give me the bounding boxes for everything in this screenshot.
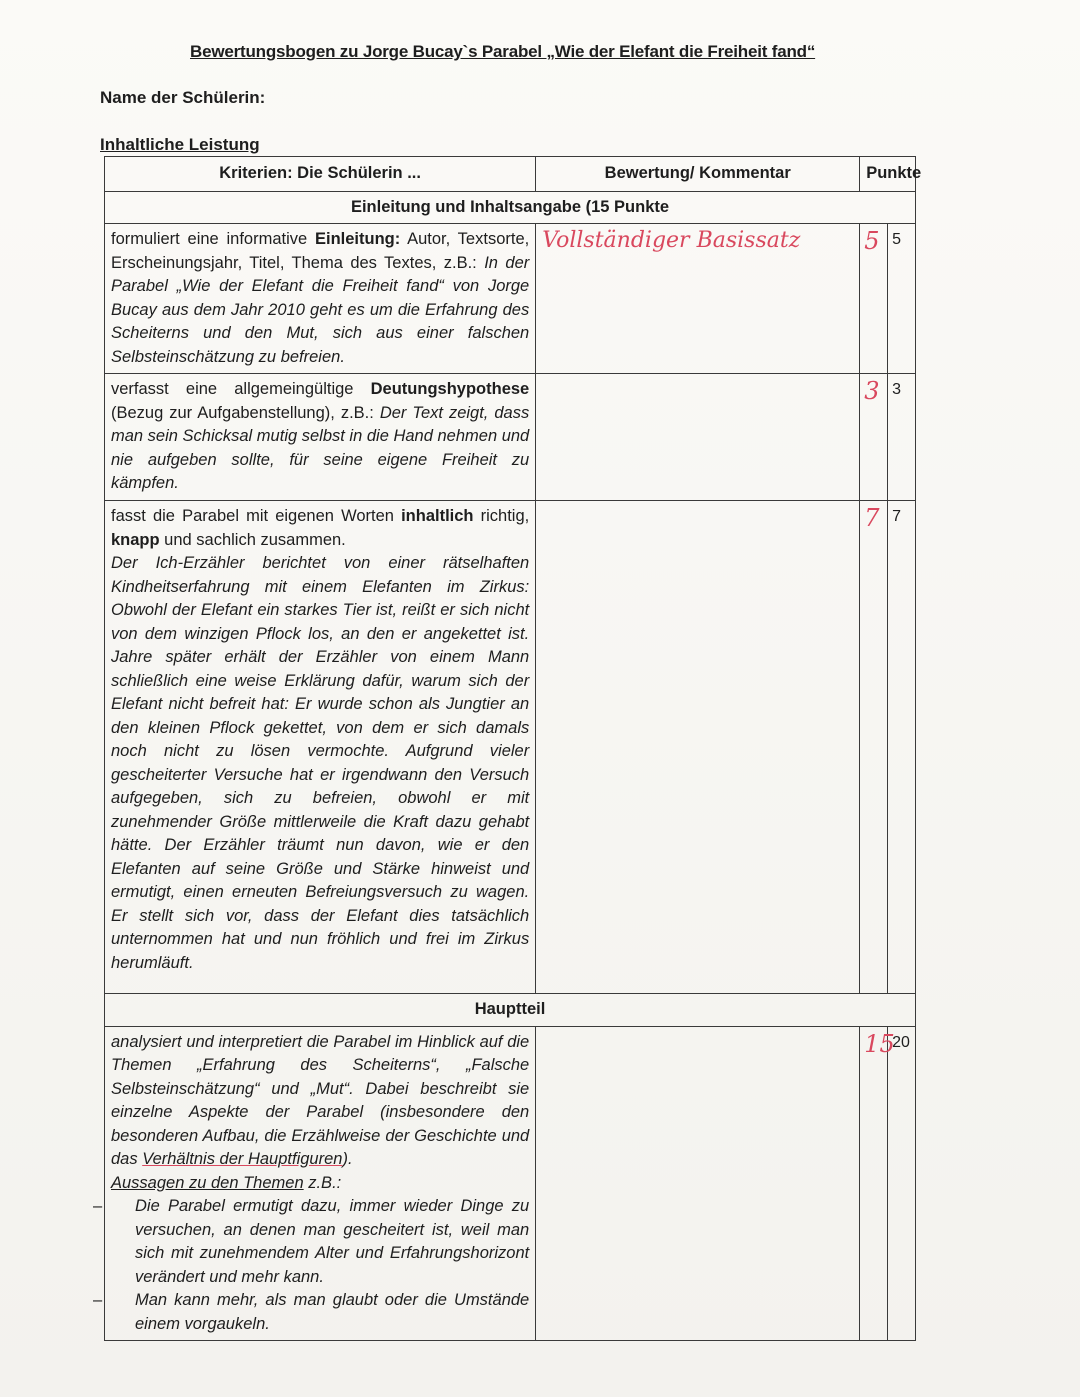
- comment-cell: [536, 1026, 860, 1341]
- comment-cell: [536, 374, 860, 501]
- section-heading-row: [105, 191, 916, 224]
- student-name-label: Name der Schülerin:: [100, 88, 266, 107]
- underlined-phrase: Verhältnis der Hauptfiguren: [142, 1150, 343, 1168]
- table-row: [105, 224, 916, 374]
- criterion-cell: verfasst eine allgemeingültige Deutungshypothese (Bezug zur Aufgabenstellung), z.B.: Der Text zeigt, dass man sein Schicksal mutig selbst in die Hand nehmen und nie aufgeben sollte, für seine eigene Freiheit zu kämpfen.: [105, 374, 536, 501]
- section-heading: Einleitung und Inhaltsangabe (15 Punkte: [105, 191, 916, 224]
- table-row: [105, 1026, 916, 1341]
- statement-list: [111, 1195, 529, 1336]
- awarded-points: 5: [860, 224, 888, 374]
- max-points: 3: [888, 374, 916, 501]
- section-label: Inhaltliche Leistung: [100, 135, 260, 154]
- section-heading: Hauptteil: [105, 994, 916, 1027]
- max-points: 5: [888, 224, 916, 374]
- handwritten-comment: Vollständiger Basissatz: [542, 228, 801, 253]
- criterion-cell: formuliert eine informative Einleitung: Autor, Textsorte, Erscheinungsjahr, Titel, Thema des Textes, z.B.: In der Parabel „Wie der Elefant die Freiheit fand“ von Jorge Bucay aus dem Jahr 2010 geht es um die Erfahrung des Scheiterns und den Mut, sich aus einer falschen Selbsteinschätzung zu befreien.: [105, 224, 536, 374]
- points-header: Punkte: [860, 157, 916, 192]
- table-header-row: [105, 157, 916, 192]
- table-row: [105, 374, 916, 501]
- awarded-points: 15: [860, 1026, 888, 1341]
- awarded-points: 7: [860, 501, 888, 994]
- section-heading-row: [105, 994, 916, 1027]
- criterion-cell: analysiert und interpretiert die Parabel im Hinblick auf die Themen „Erfahrung des Scheiterns“, „Falsche Selbsteinschätzung“ und „Mut“. Dabei beschreibt sie einzelne Aspekte der Parabel (insbesondere den besonderen Aufbau, die Erzählweise der Geschichte und das Verhältnis der Hauptfiguren). Aussagen zu den Themen z.B.: – Die Parabel ermutigt dazu, immer wieder Dinge zu versuchen, an denen man gescheitert ist, weil man sich mit zunehmendem Alter und Erfahrungshorizont verändert und mehr kann. – Man kann mehr, als man glaubt oder die Umstände einem vorgaukeln.: [105, 1026, 536, 1341]
- comment-cell: [536, 501, 860, 994]
- max-points: 7: [888, 501, 916, 994]
- aussagen-label: Aussagen zu den Themen: [111, 1173, 304, 1192]
- awarded-points: 3: [860, 374, 888, 501]
- table-row: [105, 501, 916, 994]
- comment-cell: [536, 224, 860, 374]
- criterion-cell: fasst die Parabel mit eigenen Worten inhaltlich richtig, knapp und sachlich zusammen. Der Ich-Erzähler berichtet von einer rätselhaften Kindheitserfahrung mit einem Elefanten im Zirkus: Obwohl der Elefant ein starkes Tier ist, reißt er sich nicht von dem winzigen Pflock los, an den er angekettet ist. Jahre später erhält der Erzähler von einem Mann schließlich eine weise Erklärung dafür, warum sich der Elefant nicht befreit hat: Er wurde schon als Jungtier an den kleinen Pflock gekettet, von dem er sich damals noch nicht zu lösen vermochte. Aufgrund vieler gescheiterter Versuche hat er irgendwann den Versuch aufgegeben, sich zu befreien, obwohl er mit zunehmender Größe mittlerweile die Kraft dazu gehabt hätte. Der Erzähler träumt nun davon, wie er den Elefanten auf seine Größe und Stärke hinweist und ermutigt, einen erneuten Befreiungsversuch zu wagen. Er stellt sich vor, dass der Elefant dies tatsächlich unternommen hat und nun fröhlich und frei im Zirkus herumläuft.: [105, 501, 536, 994]
- comment-header: Bewertung/ Kommentar: [536, 157, 860, 192]
- list-item: – Man kann mehr, als man glaubt oder die Umstände einem vorgaukeln.: [111, 1289, 529, 1336]
- criteria-header: Kriterien: Die Schülerin ...: [105, 157, 536, 192]
- page-title: Bewertungsbogen zu Jorge Bucay`s Parabel „Wie der Elefant die Freiheit fand“: [190, 42, 816, 61]
- grading-table: [104, 156, 922, 1341]
- list-item: – Die Parabel ermutigt dazu, immer wieder Dinge zu versuchen, an denen man gescheitert ist, weil man sich mit zunehmendem Alter und Erfahrungshorizont verändert und mehr kann.: [111, 1195, 529, 1289]
- max-points: 20: [888, 1026, 916, 1341]
